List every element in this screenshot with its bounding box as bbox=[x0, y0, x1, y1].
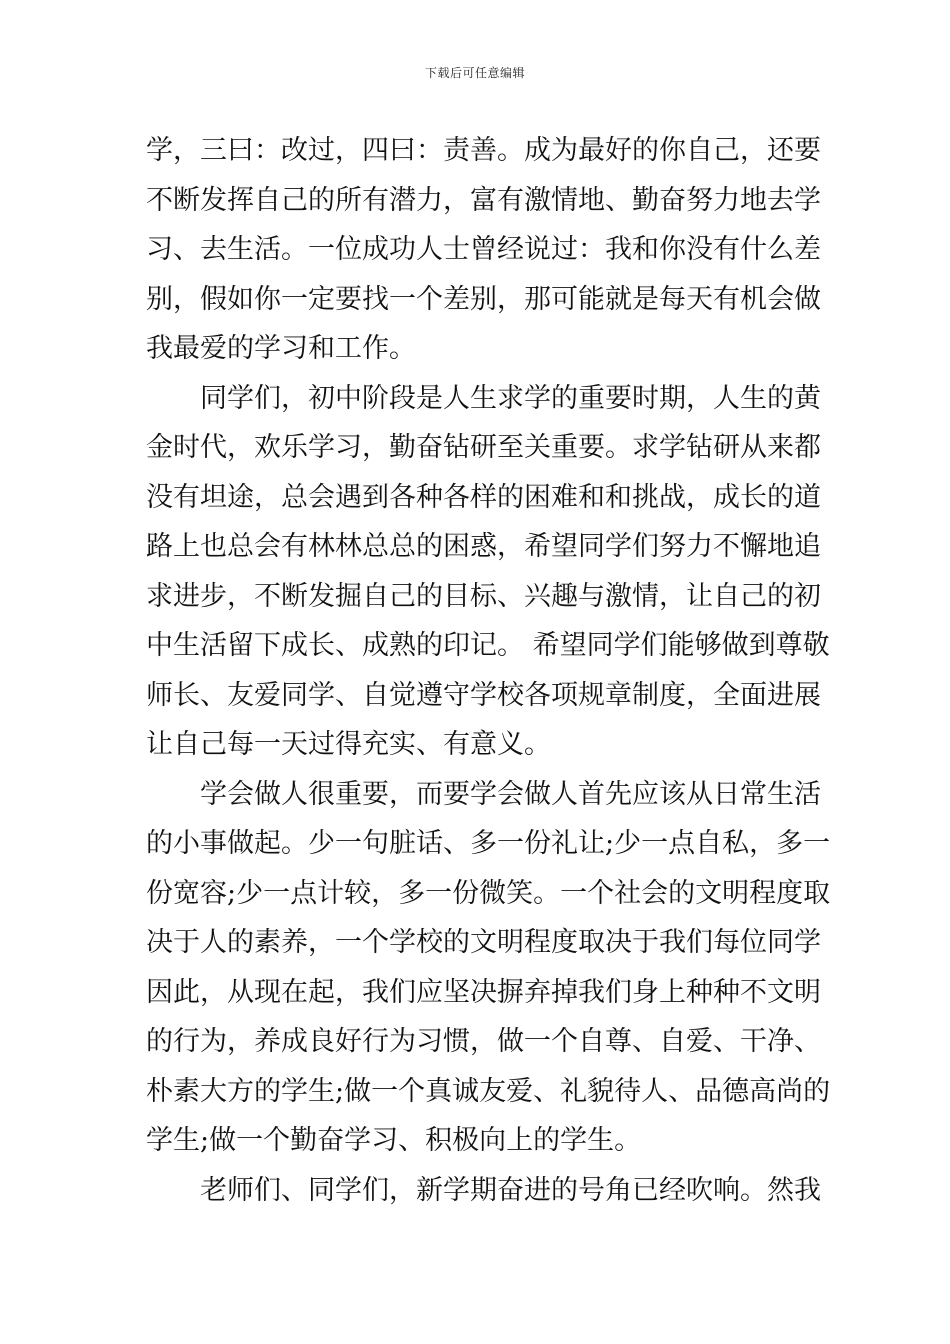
text-line: 师长、友爱同学、自觉遵守学校各项规章制度，全面进展 bbox=[146, 679, 821, 711]
text-line: 学，三曰：改过，四曰：责善。成为最好的你自己，还要 bbox=[146, 135, 821, 166]
text-line: 朴素大方的学生;做一个真诚友爱、礼貌待人、品德高尚的 bbox=[146, 1075, 831, 1107]
text-line: 学会做人很重要，而要学会做人首先应该从日常生活 bbox=[200, 778, 821, 810]
text-line: 学生;做一个勤奋学习、积极向上的学生。 bbox=[146, 1125, 642, 1156]
text-line: 我最爱的学习和工作。 bbox=[146, 333, 416, 364]
paragraph-2 bbox=[146, 374, 830, 770]
text-line: 别，假如你一定要找一个差别，那可能就是每天有机会做 bbox=[146, 283, 821, 315]
text-line: 的小事做起。少一句脏话、多一份礼让;少一点自私，多一 bbox=[146, 828, 831, 859]
text-line: 因此，从现在起，我们应坚决摒弃掉我们身上种种不文明 bbox=[146, 976, 821, 1008]
page-header-note: 下载后可任意编辑 bbox=[424, 66, 525, 80]
text-line: 让自己每一天过得充实、有意义。 bbox=[146, 729, 551, 760]
text-line: 老师们、同学们，新学期奋进的号角已经吹响。然我 bbox=[200, 1174, 821, 1206]
document-body bbox=[146, 126, 831, 1215]
paragraph-1 bbox=[146, 126, 821, 374]
text-line: 习、去生活。一位成功人士曾经说过：我和你没有什么差 bbox=[146, 234, 821, 265]
text-line: 没有坦途，总会遇到各种各样的困难和和挑战，成长的道 bbox=[146, 481, 821, 513]
paragraph-3 bbox=[146, 770, 831, 1166]
text-line: 求进步，不断发掘自己的目标、兴趣与激情，让自己的初 bbox=[146, 580, 821, 612]
text-line: 决于人的素养，一个学校的文明程度取决于我们每位同学 bbox=[146, 927, 821, 958]
text-line: 同学们，初中阶段是人生求学的重要时期，人生的黄 bbox=[200, 382, 821, 414]
text-line: 的行为，养成良好行为习惯，做一个自尊、自爱、干净、 bbox=[146, 1026, 821, 1057]
text-line: 金时代，欢乐学习，勤奋钻研至关重要。求学钻研从来都 bbox=[146, 432, 821, 463]
text-line: 中生活留下成长、成熟的印记。 希望同学们能够做到尊敬 bbox=[146, 630, 830, 661]
paragraph-4 bbox=[146, 1166, 821, 1216]
text-line: 路上也总会有林林总总的困惑，希望同学们努力不懈地追 bbox=[146, 531, 821, 562]
text-line: 份宽容;少一点计较，多一份微笑。一个社会的文明程度取 bbox=[146, 877, 831, 909]
text-line: 不断发挥自己的所有潜力，富有激情地、勤奋努力地去学 bbox=[146, 184, 821, 216]
